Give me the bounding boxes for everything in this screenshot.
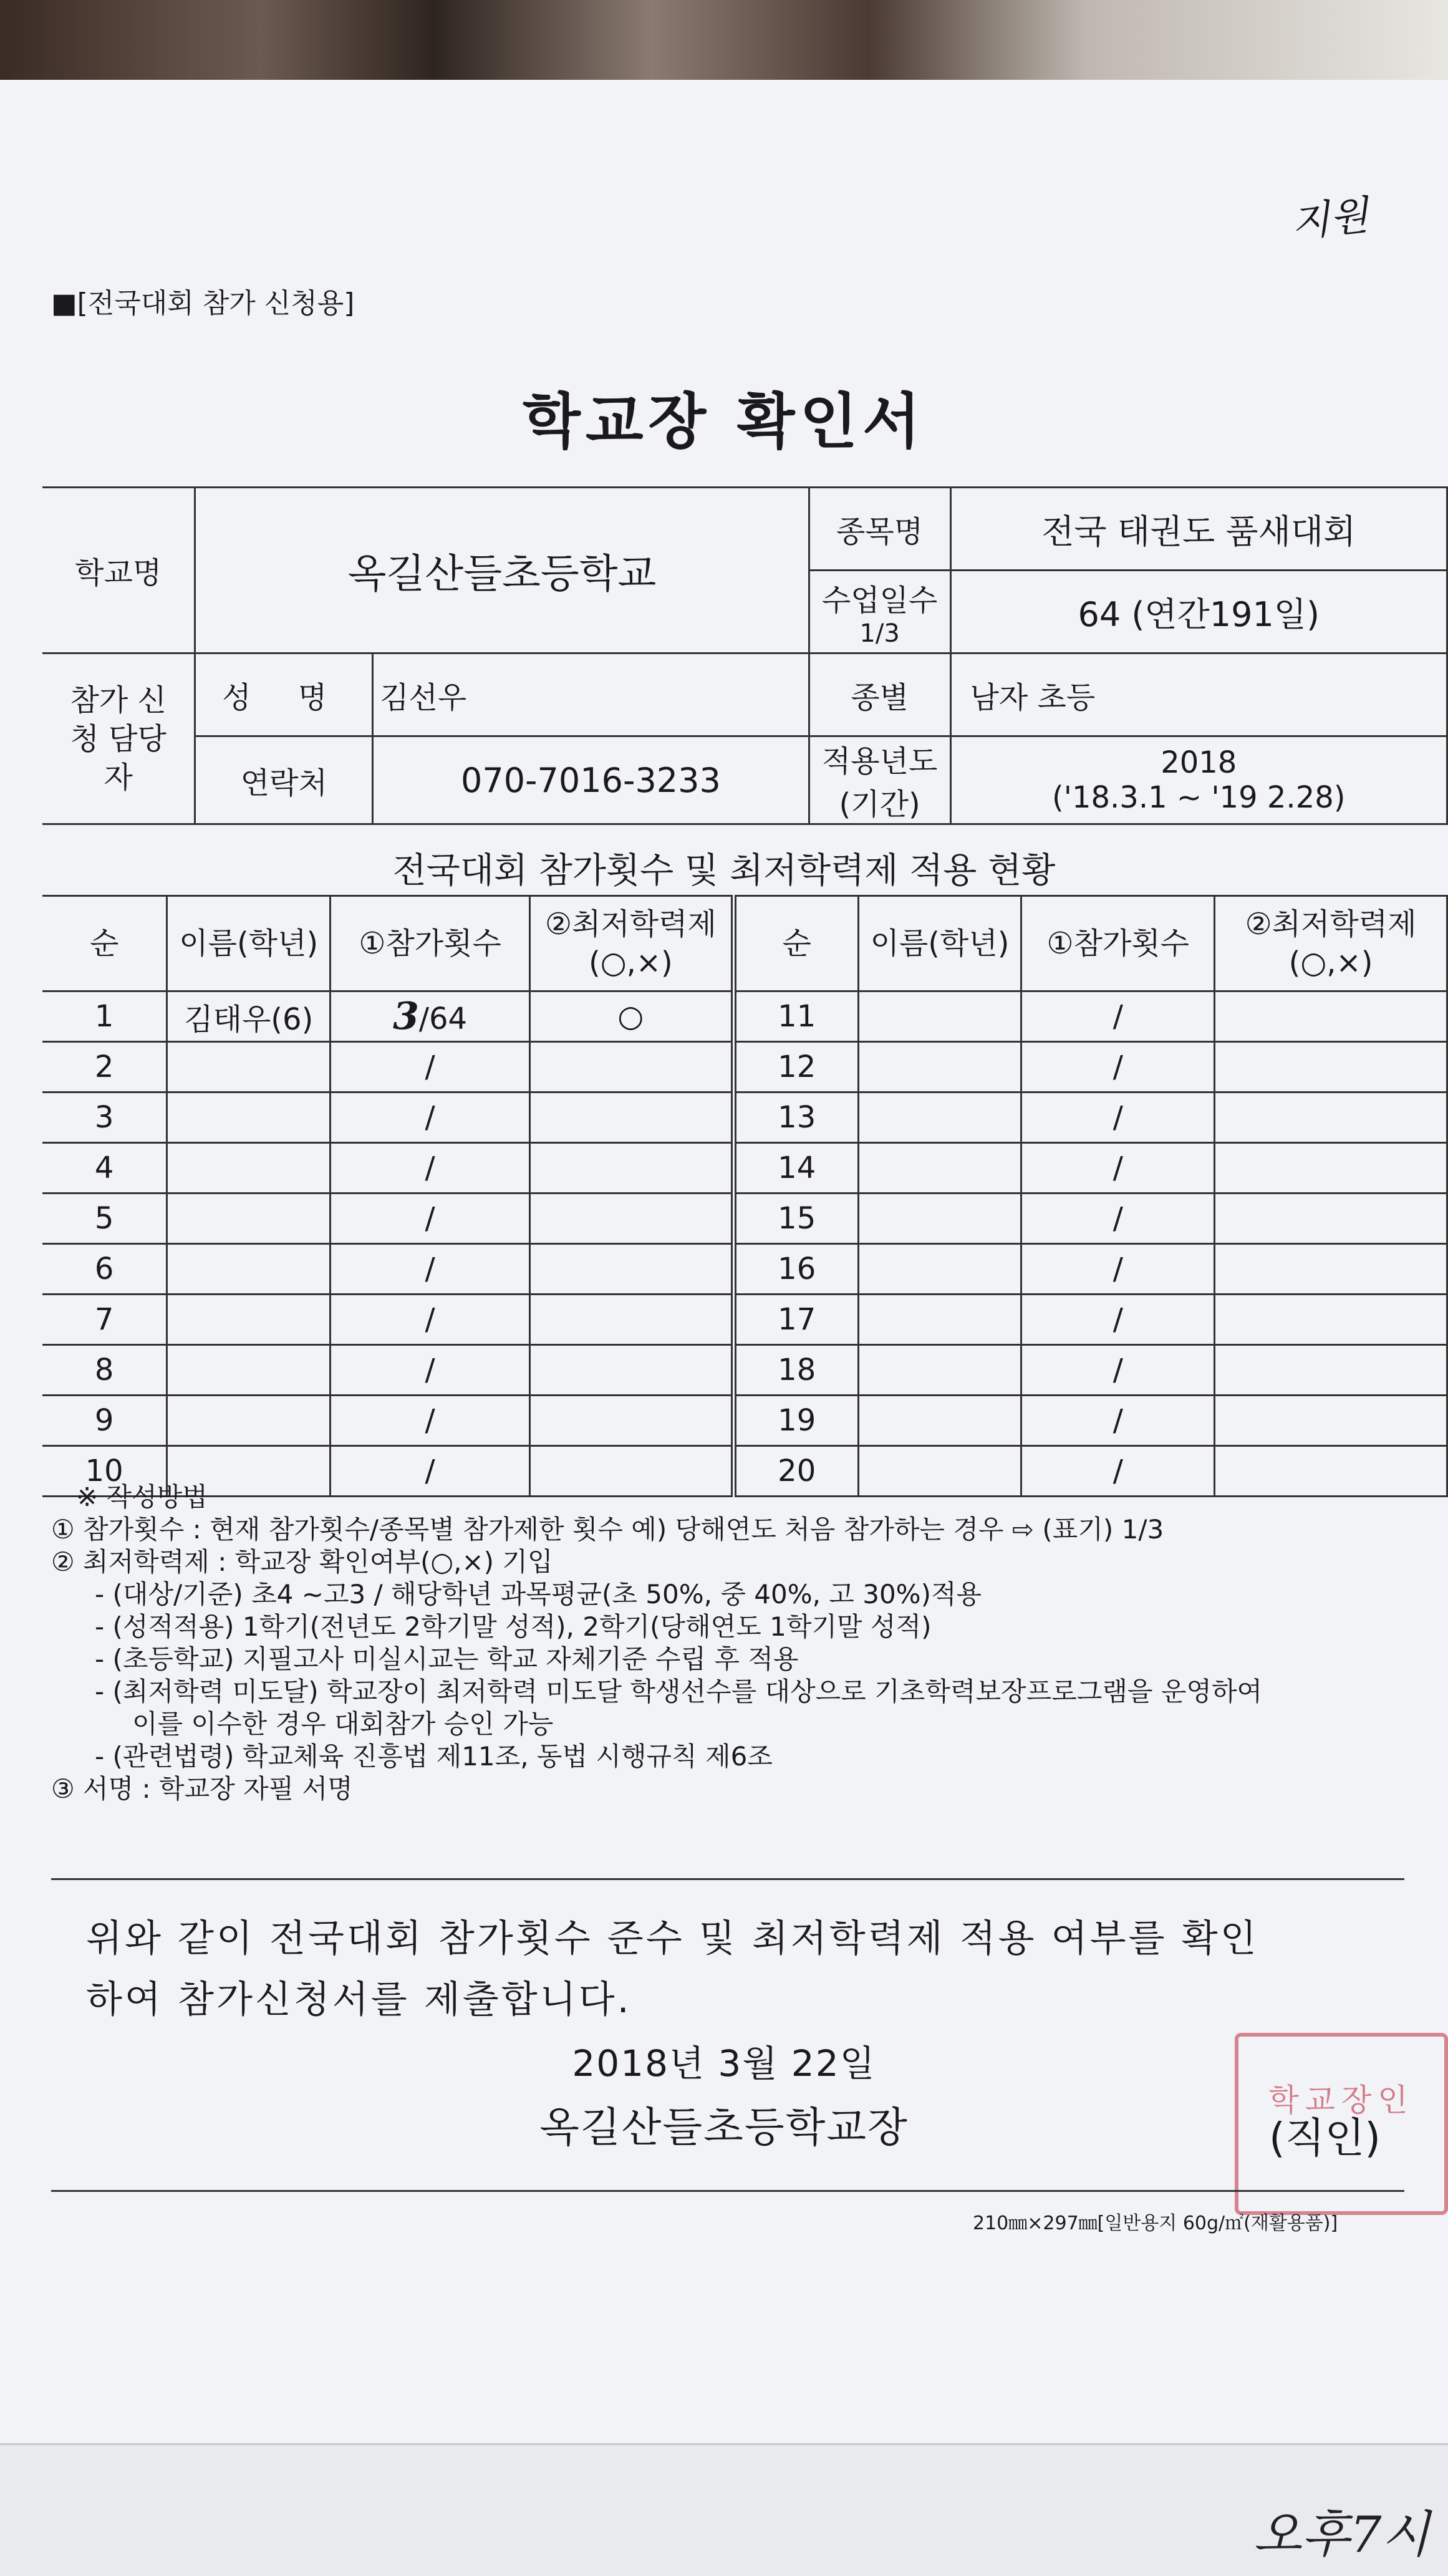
submission-date: 2018년 3월 22일 [572, 2042, 876, 2085]
row-no-text: 10 [85, 1454, 123, 1488]
row-no [42, 991, 167, 1042]
row-academic-text: ○ [617, 999, 644, 1034]
row-no-2 [733, 1194, 858, 1244]
row-no-text: 9 [94, 1403, 114, 1438]
row-name-2 [858, 1093, 1021, 1143]
row-no-2 [733, 1143, 858, 1194]
row-count [331, 1345, 530, 1396]
header-academic [529, 896, 733, 991]
row-no-2-text: 12 [778, 1049, 816, 1084]
class-days-label-text: 수업일수 [821, 582, 938, 618]
info-row-school [42, 488, 1447, 571]
table-row [42, 1295, 1447, 1345]
row-count-text: / [425, 1353, 435, 1387]
row-count-2-text: / [1113, 1100, 1123, 1135]
notes-item-2e: - (관련법령) 학교체육 진흥법 제11조, 동법 시행규칙 제6조 [95, 1741, 773, 1772]
row-name [167, 991, 331, 1042]
row-no-2-text: 20 [778, 1454, 816, 1488]
category-label: 종별 [809, 654, 950, 736]
row-count-2-text: / [1113, 1302, 1123, 1337]
row-no-2 [733, 1295, 858, 1345]
row-count-2 [1021, 1244, 1215, 1295]
row-name [167, 1345, 331, 1396]
handwritten-note: 오후7시 [1253, 2506, 1430, 2564]
status-table [42, 895, 1448, 1497]
header-academic-sub: (○,×) [588, 945, 673, 980]
row-no [42, 1042, 167, 1093]
row-count-2 [1021, 1396, 1215, 1446]
row-count-2-text: / [1113, 1201, 1123, 1236]
row-count-text: / [425, 1302, 435, 1337]
row-no-2-text: 11 [778, 999, 816, 1034]
bottom-paper-strip [0, 2443, 1448, 2576]
row-count-2 [1021, 1143, 1215, 1194]
row-no-2 [733, 1244, 858, 1295]
row-no [42, 1295, 167, 1345]
row-count-2 [1021, 1042, 1215, 1093]
row-no-text: 7 [94, 1302, 114, 1337]
notes-item-2: ② 최저학력제 : 학교장 확인여부(○,×) 기입 [51, 1546, 553, 1577]
row-academic [529, 1295, 733, 1345]
row-name [167, 1143, 331, 1194]
seal-mark-label: (직인) [1269, 2114, 1381, 2162]
table-row [42, 991, 1447, 1042]
row-count [331, 1244, 530, 1295]
row-name-text: 김태우(6) [184, 1001, 314, 1037]
row-count-text: /64 [418, 1001, 468, 1036]
table-row [42, 1194, 1447, 1244]
notes-heading: ※ 작성방법 [76, 1482, 208, 1512]
table-row [42, 1345, 1447, 1396]
row-count-2 [1021, 991, 1215, 1042]
row-count-2-text: / [1113, 1252, 1123, 1286]
header-academic-sub-2: (○,×) [1288, 945, 1373, 980]
row-no-2-text: 17 [778, 1302, 816, 1337]
seal-text: 학교장인 [1268, 2082, 1414, 2118]
year-value-text: 2018 [1161, 745, 1237, 780]
row-name [167, 1093, 331, 1143]
row-no-2-text: 16 [778, 1252, 816, 1286]
status-section-title: 전국대회 참가횟수 및 최저학력제 적용 현황 [392, 851, 1056, 891]
row-no [42, 1093, 167, 1143]
closing-statement-line-2: 하여 참가신청서를 제출합니다. [86, 1978, 632, 2022]
row-academic-2 [1215, 1093, 1447, 1143]
event-value: 전국 태권도 품새대회 [950, 488, 1447, 571]
header-academic-text: ②최저학력제 [544, 906, 717, 942]
row-academic [529, 1042, 733, 1093]
row-no-text: 2 [94, 1049, 114, 1084]
header-count: ①참가횟수 [331, 896, 530, 991]
year-label-text: 적용년도 [821, 744, 938, 779]
info-table [42, 486, 1448, 825]
notes-item-2a: - (대상/기준) 초4 ~고3 / 해당학년 과목평균(초 50%, 중 40%, 고 30%)적용 [95, 1579, 982, 1609]
row-name [167, 1244, 331, 1295]
status-table-body [42, 991, 1447, 1497]
row-count-2 [1021, 1345, 1215, 1396]
table-row [42, 1093, 1447, 1143]
name-label: 성 명 [195, 654, 373, 736]
info-row-name [42, 654, 1447, 736]
row-no-2-text: 15 [778, 1201, 816, 1236]
row-academic-2 [1215, 1244, 1447, 1295]
row-name-2 [858, 1143, 1021, 1194]
row-name-2 [858, 991, 1021, 1042]
row-academic-2 [1215, 1345, 1447, 1396]
row-no [42, 1396, 167, 1446]
row-no [42, 1345, 167, 1396]
school-name-value: 옥길산들초등학교 [195, 488, 809, 654]
row-name [167, 1042, 331, 1093]
writing-instructions [51, 1481, 1411, 1805]
row-count-2-text: / [1113, 1353, 1123, 1387]
contact-value: 070-7016-3233 [373, 736, 809, 824]
table-row [42, 1042, 1447, 1093]
row-academic [529, 991, 733, 1042]
row-academic-2 [1215, 1194, 1447, 1244]
header-name-2: 이름(학년) [858, 896, 1021, 991]
row-academic [529, 1345, 733, 1396]
row-name [167, 1295, 331, 1345]
row-no-2-text: 19 [778, 1403, 816, 1438]
row-count [331, 1194, 530, 1244]
row-no [42, 1244, 167, 1295]
header-no-2: 순 [733, 896, 858, 991]
background-photo [0, 0, 1448, 87]
row-name-2 [858, 1345, 1021, 1396]
row-no-2-text: 13 [778, 1100, 816, 1135]
table-row [42, 1244, 1447, 1295]
year-label-sub: (기간) [839, 787, 920, 822]
row-academic-2 [1215, 1295, 1447, 1345]
divider-top [51, 1878, 1404, 1880]
row-name-2 [858, 1042, 1021, 1093]
year-value [950, 736, 1447, 824]
row-no-2-text: 18 [778, 1353, 816, 1387]
row-name-2 [858, 1194, 1021, 1244]
row-name-2 [858, 1295, 1021, 1345]
row-academic [529, 1143, 733, 1194]
event-label: 종목명 [809, 488, 950, 571]
year-label [809, 736, 950, 824]
row-academic [529, 1093, 733, 1143]
header-count-2: ①참가횟수 [1021, 896, 1215, 991]
notes-item-2d-cont: 이를 이수한 경우 대회참가 승인 가능 [132, 1709, 554, 1739]
row-academic-2 [1215, 991, 1447, 1042]
class-days-label-sub: 1/3 [859, 619, 900, 648]
row-no-2 [733, 991, 858, 1042]
row-academic-2 [1215, 1042, 1447, 1093]
header-no: 순 [42, 896, 167, 991]
category-value: 남자 초등 [950, 654, 1447, 736]
row-count [331, 1396, 530, 1446]
row-count-text: / [425, 1403, 435, 1438]
row-count-text: / [425, 1151, 435, 1185]
row-no-text: 6 [94, 1252, 114, 1286]
class-days-value: 64 (연간191일) [950, 571, 1447, 654]
header-academic-text-2: ②최저학력제 [1245, 906, 1417, 942]
row-count-2 [1021, 1194, 1215, 1244]
paper-spec: 210㎜×297㎜[일반용지 60g/㎡(재활용품)] [973, 2212, 1338, 2234]
row-count-2 [1021, 1093, 1215, 1143]
row-name [167, 1194, 331, 1244]
row-no-2 [733, 1345, 858, 1396]
info-row-contact [42, 736, 1447, 824]
row-count-2-text: / [1113, 999, 1123, 1034]
row-academic [529, 1396, 733, 1446]
row-name [167, 1396, 331, 1446]
notes-item-3: ③ 서명 : 학교장 자필 서명 [51, 1773, 353, 1804]
row-count [331, 991, 530, 1042]
header-academic-2 [1215, 896, 1447, 991]
row-count-2-text: / [1113, 1049, 1123, 1084]
handwritten-count: 3 [393, 995, 419, 1038]
notes-item-1: ① 참가횟수 : 현재 참가횟수/종목별 참가제한 횟수 예) 당해연도 처음 참가하는 경우 ⇨ (표기) 1/3 [51, 1514, 1164, 1545]
contact-label: 연락처 [195, 736, 373, 824]
row-no-text: 1 [94, 999, 114, 1034]
row-no-2-text: 14 [778, 1151, 816, 1185]
row-no [42, 1143, 167, 1194]
year-period: ('18.3.1 ~ '19 2.28) [1052, 780, 1346, 815]
row-name-2 [858, 1396, 1021, 1446]
closing-statement [86, 1908, 1383, 2030]
row-academic-2 [1215, 1143, 1447, 1194]
closing-statement-line-1: 위와 같이 전국대회 참가횟수 준수 및 최저학력제 적용 여부를 확인 [86, 1917, 1259, 1961]
row-count [331, 1042, 530, 1093]
row-academic [529, 1244, 733, 1295]
row-no-text: 5 [94, 1201, 114, 1236]
table-row [42, 1396, 1447, 1446]
row-no [42, 1194, 167, 1244]
divider-bottom [51, 2190, 1404, 2192]
notes-item-2b: - (성적적용) 1학기(전년도 2학기말 성적), 2학기(당해연도 1학기말 성적) [95, 1611, 932, 1642]
principal-title: 옥길산들초등학교장 [539, 2103, 909, 2151]
row-no-2 [733, 1396, 858, 1446]
document-type-label: ■[전국대회 참가 신청용] [51, 287, 355, 319]
row-no-text: 4 [94, 1151, 114, 1185]
row-no-text: 3 [94, 1100, 114, 1135]
applicant-label: 참가 신청 담당자 [42, 654, 195, 824]
row-count-2-text: / [1113, 1454, 1123, 1488]
row-count [331, 1295, 530, 1345]
school-name-label: 학교명 [42, 488, 195, 654]
row-count-2 [1021, 1295, 1215, 1345]
row-no-2 [733, 1042, 858, 1093]
row-count-2-text: / [1113, 1403, 1123, 1438]
row-count-text: / [425, 1100, 435, 1135]
handwritten-initial: 지원 [1289, 192, 1371, 247]
row-count [331, 1143, 530, 1194]
row-count-2-text: / [1113, 1151, 1123, 1185]
notes-item-2d: - (최저학력 미도달) 학교장이 최저학력 미도달 학생선수를 대상으로 기초학력보장프로그램을 운영하여 [95, 1676, 1263, 1707]
row-academic-2 [1215, 1396, 1447, 1446]
row-no-2 [733, 1093, 858, 1143]
row-count-text: / [425, 1252, 435, 1286]
row-count-text: / [425, 1201, 435, 1236]
document-title: 학교장 확인서 [523, 387, 925, 456]
table-row [42, 1143, 1447, 1194]
name-value: 김선우 [373, 654, 809, 736]
row-no-text: 8 [94, 1353, 114, 1387]
notes-item-2c: - (초등학교) 지필고사 미실시교는 학교 자체기준 수립 후 적용 [95, 1644, 799, 1674]
status-header-row [42, 896, 1447, 991]
row-academic [529, 1194, 733, 1244]
header-name: 이름(학년) [167, 896, 331, 991]
class-days-label [809, 571, 950, 654]
row-count-text: / [425, 1454, 435, 1488]
row-count [331, 1093, 530, 1143]
row-name-2 [858, 1244, 1021, 1295]
row-count-text: / [425, 1049, 435, 1084]
